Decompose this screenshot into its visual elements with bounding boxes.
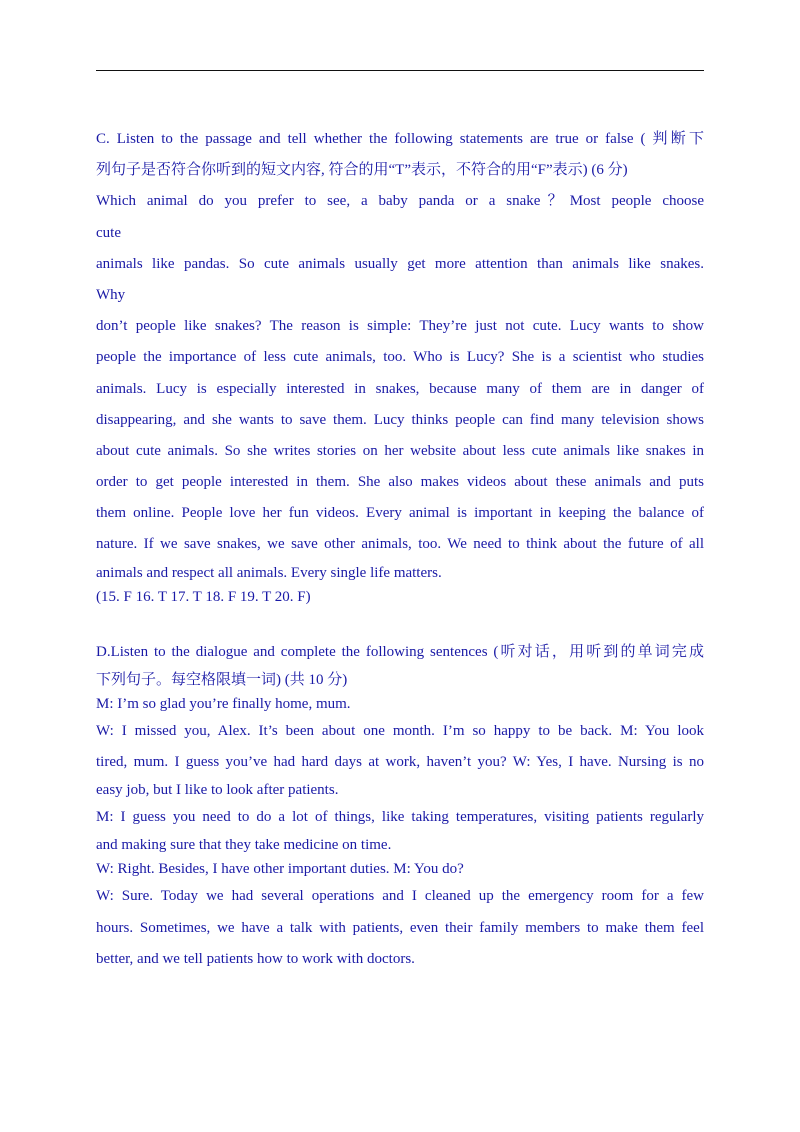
dialogue-line: W: Right. Besides, I have other important duties. M: You do?: [96, 861, 464, 878]
dialogue-line: hours. Sometimes, we have a talk with patients, even their family members to make them feel: [96, 919, 704, 936]
section-c-instruction: 列句子是否符合你听到的短文内容, 符合的用“T”表示，不符合的用“F”表示) (6 分): [96, 162, 628, 179]
passage-line: animals and respect all animals. Every single life matters.: [96, 564, 442, 581]
dialogue-line: better, and we tell patients how to work with doctors.: [96, 950, 415, 967]
section-d: [96, 637, 704, 975]
passage-line: order to get people interested in them. She also makes videos about these animals and puts: [96, 474, 704, 491]
header-rule: [96, 70, 704, 71]
passage-line: people the importance of less cute animals, too. Who is Lucy? She is a scientist who studies: [96, 349, 704, 366]
passage-line: Which animal do you prefer to see, a baby panda or a snake？Most people choose: [96, 193, 704, 210]
section-c: [96, 124, 704, 609]
dialogue-line: W: I missed you, Alex. It’s been about one month. I’m so happy to be back. M: You look: [96, 722, 704, 739]
passage-line: disappearing, and she wants to save them. Lucy thinks people can find many television shows: [96, 411, 704, 428]
section-d-instruction: D.Listen to the dialogue and complete the following sentences (听对话，用听到的单词完成: [96, 643, 704, 660]
passage-line: animals. Lucy is especially interested in snakes, because many of them are in danger of: [96, 380, 704, 397]
section-d-instruction: 下列句子。每空格限填一词) (共 10 分): [96, 671, 348, 688]
passage-line: nature. If we save snakes, we save other animals, too. We need to think about the future of all: [96, 536, 704, 553]
section-c-instruction: C. Listen to the passage and tell whether the following statements are true or false ( 判断下: [96, 131, 704, 147]
passage-line: animals like pandas. So cute animals usually get more attention than animals like snakes.: [96, 255, 704, 272]
passage-line: don’t people like snakes? The reason is simple: They’re just not cute. Lucy wants to show: [96, 318, 704, 335]
answer-key: (15. F 16. T 17. T 18. F 19. T 20. F): [96, 588, 311, 605]
dialogue-line: tired, mum. I guess you’ve had hard days at work, haven’t you? W: Yes, I have. Nursing is no: [96, 754, 704, 770]
passage-line: about cute animals. So she writes stories on her website about less cute animals like snakes in: [96, 442, 704, 459]
passage-line: cute: [96, 224, 121, 241]
passage-line: Why: [96, 286, 126, 303]
dialogue-line: M: I guess you need to do a lot of things, like taking temperatures, visiting patients regularly: [96, 809, 704, 826]
document-body: [96, 124, 704, 975]
section-gap: [96, 609, 704, 637]
dialogue-line: and making sure that they take medicine on time.: [96, 837, 392, 854]
dialogue-line: easy job, but I like to look after patients.: [96, 782, 339, 799]
dialogue-line: M: I’m so glad you’re finally home, mum.: [96, 695, 351, 712]
passage-line: them online. People love her fun videos. Every animal is important in keeping the balance of: [96, 505, 704, 522]
dialogue-line: W: Sure. Today we had several operations and I cleaned up the emergency room for a few: [96, 888, 704, 905]
